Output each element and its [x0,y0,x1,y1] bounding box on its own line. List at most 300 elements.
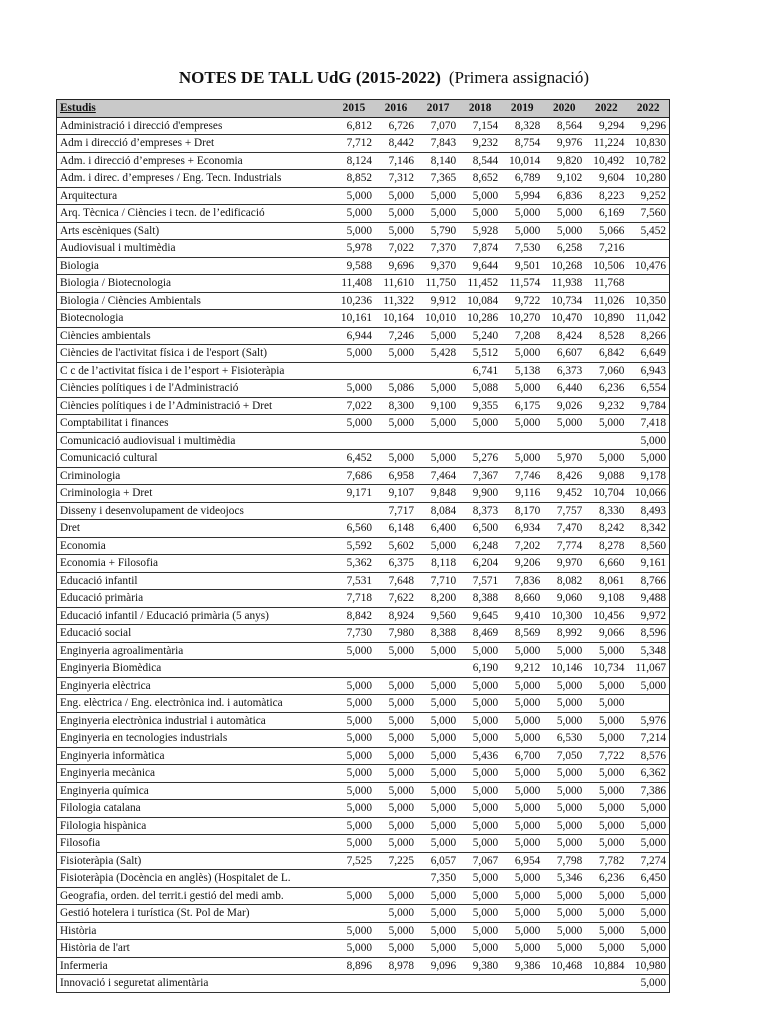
grade-cell: 7,722 [585,747,627,765]
grade-cell: 5,000 [333,765,375,783]
study-name: Ciències polítiques i de l'Administració [57,380,333,398]
grade-cell [585,975,627,993]
grade-cell: 5,970 [543,450,585,468]
header-year: 2020 [543,100,585,118]
grade-cell: 5,000 [585,887,627,905]
grade-cell: 7,622 [375,590,417,608]
grade-cell: 5,000 [459,712,501,730]
grade-cell: 11,610 [375,275,417,293]
grade-cell: 8,373 [459,502,501,520]
grade-cell: 10,066 [627,485,669,503]
grade-cell: 6,452 [333,450,375,468]
grade-cell: 9,096 [417,957,459,975]
grade-cell: 5,000 [543,782,585,800]
grade-cell: 9,820 [543,152,585,170]
grade-cell: 7,874 [459,240,501,258]
grade-cell: 7,530 [501,240,543,258]
grade-cell: 5,000 [459,835,501,853]
grade-cell: 6,842 [585,345,627,363]
grade-cell: 5,000 [417,712,459,730]
table-row [57,415,670,433]
grade-cell: 8,082 [543,572,585,590]
grade-cell: 9,848 [417,485,459,503]
grade-cell [375,362,417,380]
grade-cell [375,870,417,888]
grade-cell: 5,000 [501,345,543,363]
study-name: Enginyeria agroalimentària [57,642,333,660]
grade-cell: 8,140 [417,152,459,170]
grade-cell: 5,000 [459,695,501,713]
grade-cell: 9,380 [459,957,501,975]
grade-cell: 7,350 [417,870,459,888]
grade-cell: 6,362 [627,765,669,783]
grade-cell: 7,525 [333,852,375,870]
grade-cell [501,432,543,450]
grade-cell: 5,000 [417,835,459,853]
grade-cell: 5,000 [459,870,501,888]
grade-cell: 5,000 [543,922,585,940]
grade-cell: 5,000 [417,747,459,765]
grade-cell: 5,000 [585,782,627,800]
grade-cell: 8,388 [459,590,501,608]
grade-cell: 6,248 [459,537,501,555]
study-name: Educació infantil [57,572,333,590]
grade-cell: 5,000 [417,677,459,695]
grade-cell: 10,084 [459,292,501,310]
grade-cell: 5,000 [417,450,459,468]
study-name: Ciències de l'activitat física i de l'esport (Salt) [57,345,333,363]
grade-cell: 6,175 [501,397,543,415]
grade-cell: 5,602 [375,537,417,555]
grade-cell: 11,452 [459,275,501,293]
grade-cell: 10,884 [585,957,627,975]
table-row [57,677,670,695]
grade-cell: 5,000 [501,677,543,695]
grade-cell [417,975,459,993]
grade-cell: 6,958 [375,467,417,485]
study-name: Fisioteràpia (Salt) [57,852,333,870]
grade-cell: 5,240 [459,327,501,345]
grade-cell [375,975,417,993]
grade-cell: 11,750 [417,275,459,293]
study-name: Enginyeria elèctrica [57,677,333,695]
grade-cell: 8,576 [627,747,669,765]
study-name: Adm. i direc. d’empreses / Eng. Tecn. Industrials [57,170,333,188]
grade-cell: 9,386 [501,957,543,975]
grade-cell: 5,000 [459,730,501,748]
grade-cell: 7,216 [585,240,627,258]
grade-cell: 8,388 [417,625,459,643]
grade-cell: 5,000 [459,817,501,835]
grade-cell: 5,000 [375,345,417,363]
grade-cell: 9,066 [585,625,627,643]
study-name: Biologia [57,257,333,275]
grade-cell: 6,789 [501,170,543,188]
grade-cell: 5,000 [333,782,375,800]
grade-cell: 8,852 [333,170,375,188]
grade-cell: 5,000 [333,730,375,748]
grade-cell: 5,000 [375,415,417,433]
header-year: 2018 [459,100,501,118]
grade-cell: 8,564 [543,117,585,135]
grade-cell: 10,890 [585,310,627,328]
table-row [57,975,670,993]
grade-cell: 8,084 [417,502,459,520]
document-title [0,68,768,88]
grade-cell: 5,000 [585,677,627,695]
grade-cell: 5,000 [627,835,669,853]
grade-cell: 5,000 [501,222,543,240]
study-name: Educació social [57,625,333,643]
grade-cell: 9,784 [627,397,669,415]
grade-cell: 6,236 [585,380,627,398]
grade-cell: 5,000 [375,695,417,713]
grade-cell: 5,000 [627,800,669,818]
table-row [57,362,670,380]
grade-cell: 11,042 [627,310,669,328]
grade-cell: 9,604 [585,170,627,188]
table-row [57,922,670,940]
grade-cell: 7,470 [543,520,585,538]
grade-cell: 10,146 [543,660,585,678]
table-row [57,852,670,870]
grade-cell: 9,722 [501,292,543,310]
grade-cell: 8,124 [333,152,375,170]
grade-cell: 8,328 [501,117,543,135]
grade-cell: 7,022 [375,240,417,258]
grade-cell: 9,232 [459,135,501,153]
header-year: 2016 [375,100,417,118]
grade-cell: 8,469 [459,625,501,643]
grade-cell: 7,980 [375,625,417,643]
grade-cell: 6,148 [375,520,417,538]
grade-cell: 9,410 [501,607,543,625]
grade-cell: 5,000 [375,450,417,468]
study-name: Filologia catalana [57,800,333,818]
grade-cell: 10,164 [375,310,417,328]
grade-cell: 7,370 [417,240,459,258]
grade-cell: 5,428 [417,345,459,363]
grade-cell [417,660,459,678]
study-name: Economia [57,537,333,555]
grade-cell: 8,560 [627,537,669,555]
grade-cell: 5,000 [375,747,417,765]
grade-cell: 5,436 [459,747,501,765]
grade-cell: 8,242 [585,520,627,538]
grade-cell: 5,000 [333,415,375,433]
study-name: Disseny i desenvolupament de videojocs [57,502,333,520]
grade-cell: 8,754 [501,135,543,153]
grade-cell: 6,560 [333,520,375,538]
grade-cell: 9,972 [627,607,669,625]
grade-cell: 5,000 [585,922,627,940]
grade-cell [459,432,501,450]
study-name: Gestió hotelera i turística (St. Pol de Mar) [57,905,333,923]
grade-cell: 8,342 [627,520,669,538]
grade-cell: 5,362 [333,555,375,573]
study-name: Enginyeria informàtica [57,747,333,765]
grade-cell: 9,488 [627,590,669,608]
grade-cell: 6,400 [417,520,459,538]
grade-cell: 7,648 [375,572,417,590]
grade-cell: 5,000 [375,905,417,923]
grade-cell [585,432,627,450]
grade-cell: 9,294 [585,117,627,135]
grade-cell: 5,000 [333,695,375,713]
grade-cell: 5,000 [375,187,417,205]
grade-cell: 7,757 [543,502,585,520]
grade-cell: 5,000 [627,817,669,835]
grade-cell: 8,569 [501,625,543,643]
table-row [57,117,670,135]
grade-cell: 9,976 [543,135,585,153]
table-row [57,905,670,923]
study-name: Eng. elèctrica / Eng. electrònica ind. i automàtica [57,695,333,713]
grade-cell [333,905,375,923]
grade-cell: 5,000 [543,677,585,695]
study-name: Enginyeria Biomèdica [57,660,333,678]
grade-cell [417,432,459,450]
grade-cell: 7,686 [333,467,375,485]
grade-cell: 5,000 [333,940,375,958]
grade-cell: 6,660 [585,555,627,573]
study-name: Biotecnologia [57,310,333,328]
study-name: Enginyeria en tecnologies industrials [57,730,333,748]
grade-cell: 8,652 [459,170,501,188]
grade-cell: 5,000 [627,940,669,958]
grade-cell: 7,560 [627,205,669,223]
grade-cell: 5,000 [627,975,669,993]
header-row [57,100,670,118]
grade-cell: 6,700 [501,747,543,765]
grade-cell: 5,000 [543,205,585,223]
grade-cell: 9,645 [459,607,501,625]
grade-cell: 7,070 [417,117,459,135]
grade-cell: 10,492 [585,152,627,170]
grade-cell: 5,000 [459,887,501,905]
table-row [57,870,670,888]
grade-cell: 5,000 [501,922,543,940]
grade-cell: 5,000 [501,450,543,468]
grade-cell: 5,512 [459,345,501,363]
header-year: 2022 [627,100,669,118]
grade-cell: 10,350 [627,292,669,310]
grade-cell: 5,000 [459,765,501,783]
grade-cell: 7,718 [333,590,375,608]
grade-cell: 7,225 [375,852,417,870]
table-row [57,450,670,468]
grade-cell: 7,798 [543,852,585,870]
table-row [57,747,670,765]
grade-cell: 5,000 [417,905,459,923]
grade-cell: 8,842 [333,607,375,625]
grade-cell: 10,280 [627,170,669,188]
grade-cell: 5,000 [459,415,501,433]
grade-cell: 9,644 [459,257,501,275]
grade-cell: 5,000 [501,887,543,905]
grade-cell: 5,000 [627,887,669,905]
grade-cell: 5,000 [627,922,669,940]
grade-cell: 7,464 [417,467,459,485]
grade-cell: 6,375 [375,555,417,573]
grade-cell: 5,000 [417,817,459,835]
grade-cell: 9,102 [543,170,585,188]
grade-cell: 5,000 [333,380,375,398]
grade-cell: 5,000 [333,922,375,940]
grade-cell [333,660,375,678]
table-row [57,625,670,643]
grade-cell: 7,060 [585,362,627,380]
grade-cell: 5,000 [417,642,459,660]
grade-cell: 5,000 [375,222,417,240]
grade-cell: 5,000 [375,205,417,223]
grade-cell: 5,000 [459,677,501,695]
table-row [57,590,670,608]
grade-cell [627,695,669,713]
grade-cell: 8,266 [627,327,669,345]
grade-cell: 7,730 [333,625,375,643]
grade-cell: 6,554 [627,380,669,398]
grade-cell: 5,000 [459,940,501,958]
grade-cell: 5,000 [543,415,585,433]
grade-cell: 8,442 [375,135,417,153]
grade-cell: 10,980 [627,957,669,975]
table-row [57,730,670,748]
grade-cell: 9,100 [417,397,459,415]
grade-cell: 5,000 [585,765,627,783]
table-row [57,835,670,853]
study-name: Enginyeria química [57,782,333,800]
grade-cell: 7,746 [501,467,543,485]
grade-cell [333,432,375,450]
grade-cell: 6,530 [543,730,585,748]
table-row [57,660,670,678]
grade-cell: 5,000 [585,817,627,835]
grade-cell: 7,418 [627,415,669,433]
grade-cell: 11,224 [585,135,627,153]
grade-cell: 7,710 [417,572,459,590]
grade-cell: 8,223 [585,187,627,205]
study-name: Audiovisual i multimèdia [57,240,333,258]
grade-cell: 5,000 [375,817,417,835]
grade-cell: 9,060 [543,590,585,608]
grade-cell: 7,050 [543,747,585,765]
grade-cell: 5,000 [375,940,417,958]
grade-cell: 7,571 [459,572,501,590]
table-row [57,502,670,520]
grade-cell: 5,000 [543,222,585,240]
grade-cell: 5,066 [585,222,627,240]
grade-cell: 6,450 [627,870,669,888]
grade-cell [501,975,543,993]
grade-cell: 11,026 [585,292,627,310]
grade-cell: 5,000 [417,800,459,818]
table-row [57,782,670,800]
grade-cell [333,362,375,380]
grade-cell: 5,000 [459,642,501,660]
study-name: Administració i direcció d'empreses [57,117,333,135]
grade-cell: 6,649 [627,345,669,363]
grade-cell: 5,000 [417,887,459,905]
grade-cell: 5,000 [375,730,417,748]
grade-cell: 5,000 [501,835,543,853]
grade-cell: 5,000 [333,835,375,853]
grade-cell: 5,000 [417,940,459,958]
study-name: Filologia hispànica [57,817,333,835]
grade-cell [627,275,669,293]
grade-cell: 5,000 [459,782,501,800]
grade-cell: 10,010 [417,310,459,328]
study-name: Arts escèniques (Salt) [57,222,333,240]
study-name: Biologia / Ciències Ambientals [57,292,333,310]
table-row [57,940,670,958]
grade-cell: 8,528 [585,327,627,345]
header-year: 2019 [501,100,543,118]
grade-cell: 10,468 [543,957,585,975]
grade-cell: 7,782 [585,852,627,870]
grade-cell: 5,000 [543,887,585,905]
grade-cell: 5,000 [333,222,375,240]
grade-cell: 5,000 [333,747,375,765]
table-row [57,292,670,310]
grade-cell: 7,531 [333,572,375,590]
grade-cell: 9,088 [585,467,627,485]
grade-cell [333,870,375,888]
grade-cell: 5,790 [417,222,459,240]
grade-cell: 5,994 [501,187,543,205]
grade-cell: 5,000 [585,450,627,468]
grade-cell: 11,768 [585,275,627,293]
grade-cell: 6,169 [585,205,627,223]
grade-cell: 8,896 [333,957,375,975]
grade-cell: 6,741 [459,362,501,380]
table-row [57,520,670,538]
grade-cell: 5,000 [417,765,459,783]
grade-cell: 9,232 [585,397,627,415]
grade-cell: 5,592 [333,537,375,555]
grade-cell: 5,276 [459,450,501,468]
table-row [57,187,670,205]
grade-cell: 8,992 [543,625,585,643]
grade-cell: 5,000 [501,940,543,958]
study-name: Fisioteràpia (Docència en anglès) (Hospitalet de L. [57,870,333,888]
grade-cell: 5,000 [375,800,417,818]
grade-cell: 10,236 [333,292,375,310]
grade-cell: 5,000 [501,695,543,713]
grade-cell: 6,954 [501,852,543,870]
grade-cell: 9,107 [375,485,417,503]
grade-cell: 9,212 [501,660,543,678]
grade-cell: 8,544 [459,152,501,170]
grade-cell: 5,000 [459,922,501,940]
grade-cell: 10,476 [627,257,669,275]
study-name: Adm i direcció d’empreses + Dret [57,135,333,153]
table-row [57,222,670,240]
table-row [57,345,670,363]
study-name: Comptabilitat i finances [57,415,333,433]
grade-cell: 7,386 [627,782,669,800]
grade-cell [333,502,375,520]
study-name: Biologia / Biotecnologia [57,275,333,293]
table-row [57,257,670,275]
grade-cell [333,975,375,993]
grade-cell: 5,000 [543,817,585,835]
table-row [57,485,670,503]
grade-cell: 5,000 [585,800,627,818]
grade-cell: 5,000 [417,205,459,223]
grade-cell: 6,943 [627,362,669,380]
grade-cell: 5,000 [459,187,501,205]
